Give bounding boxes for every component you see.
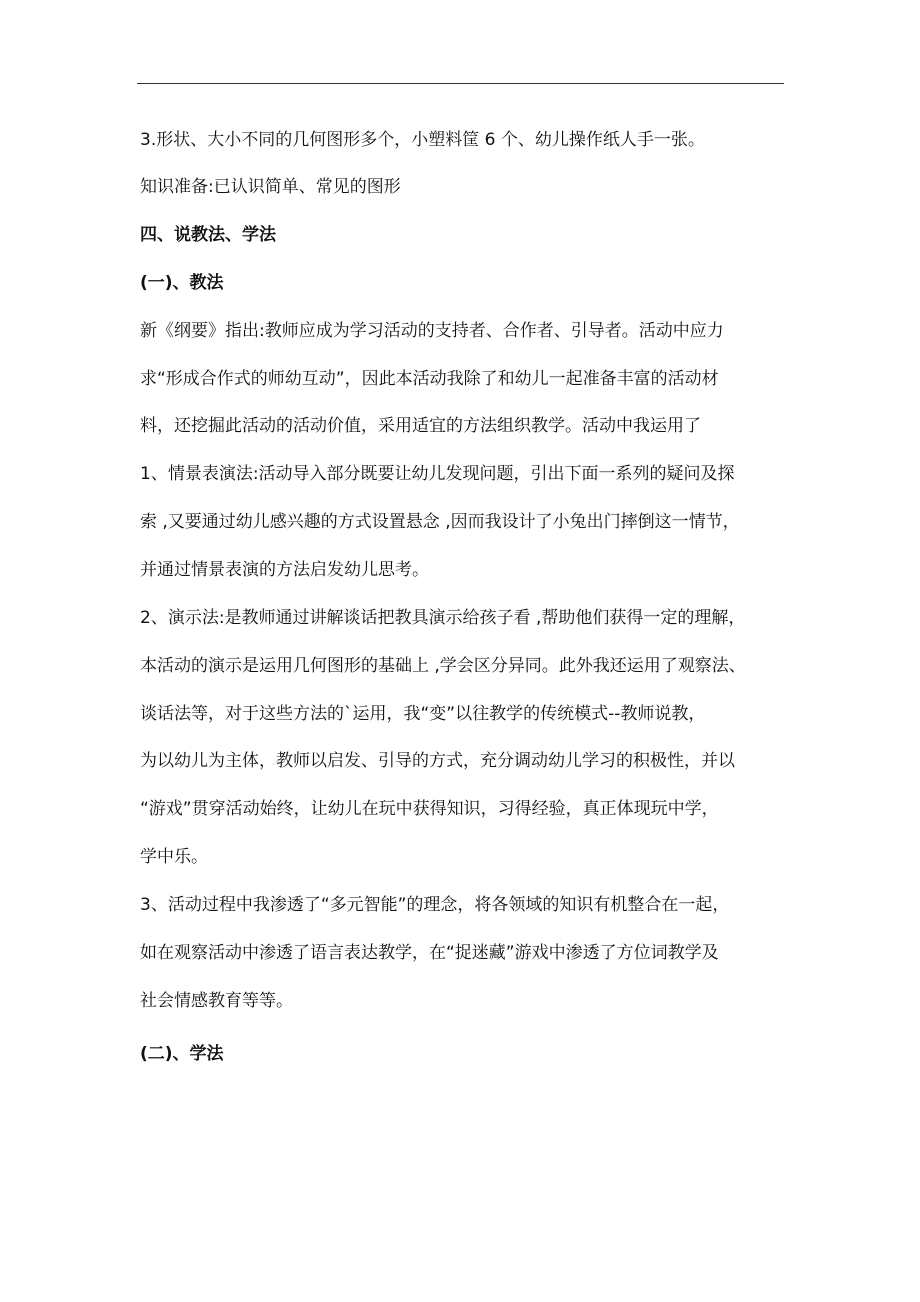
paragraph-line: 2、演示法:是教师通过讲解谈话把教具演示给孩子看 ,帮助他们获得一定的理解，	[140, 608, 746, 628]
paragraph-line: 1、情景表演法:活动导入部分既要让幼儿发现问题，引出下面一系列的疑问及探	[140, 464, 735, 484]
paragraph-line: 索 ,又要通过幼儿感兴趣的方式设置悬念 ,因而我设计了小兔出门摔倒这一情节，	[140, 512, 740, 532]
paragraph-line: 新《纲要》指出:教师应成为学习活动的支持者、合作者、引导者。活动中应力	[140, 321, 724, 341]
knowledge-prep-line: 知识准备:已认识简单、常见的图形	[140, 177, 401, 197]
section-heading-methods: 四、说教法、学法	[140, 225, 276, 245]
paragraph-line: 为以幼儿为主体，教师以启发、引导的方式，充分调动幼儿学习的积极性，并以	[140, 751, 735, 771]
header-rule	[137, 83, 784, 84]
paragraph-line: “游戏”贯穿活动始终，让幼儿在玩中获得知识，习得经验，真正体现玩中学，	[140, 799, 719, 819]
paragraph-line: 社会情感教育等等。	[140, 991, 293, 1011]
paragraph-line: 本活动的演示是运用几何图形的基础上 ,学会区分异同。此外我还运用了观察法、	[140, 656, 746, 676]
materials-line: 3.形状、大小不同的几何图形多个，小塑料筐 6 个、幼儿操作纸人手一张。	[140, 130, 705, 150]
paragraph-line: 如在观察活动中渗透了语言表达教学，在“捉迷藏”游戏中渗透了方位词教学及	[140, 943, 719, 963]
paragraph-line: 3、活动过程中我渗透了“多元智能”的理念，将各领域的知识有机整合在一起，	[140, 895, 730, 915]
paragraph-line: 谈话法等，对于这些方法的`运用，我“变”以往教学的传统模式--教师说教，	[140, 704, 706, 724]
paragraph-line: 料，还挖掘此活动的活动价值，采用适宜的方法组织教学。活动中我运用了	[140, 416, 701, 436]
paragraph-line: 求“形成合作式的师幼互动”，因此本活动我除了和幼儿一起准备丰富的活动材	[140, 369, 719, 389]
paragraph-line: 并通过情景表演的方法启发幼儿思考。	[140, 560, 429, 580]
subheading-learning-method: (二)、学法	[140, 1044, 224, 1064]
paragraph-line: 学中乐。	[140, 847, 208, 867]
subheading-teaching-method: (一)、教法	[140, 273, 224, 293]
